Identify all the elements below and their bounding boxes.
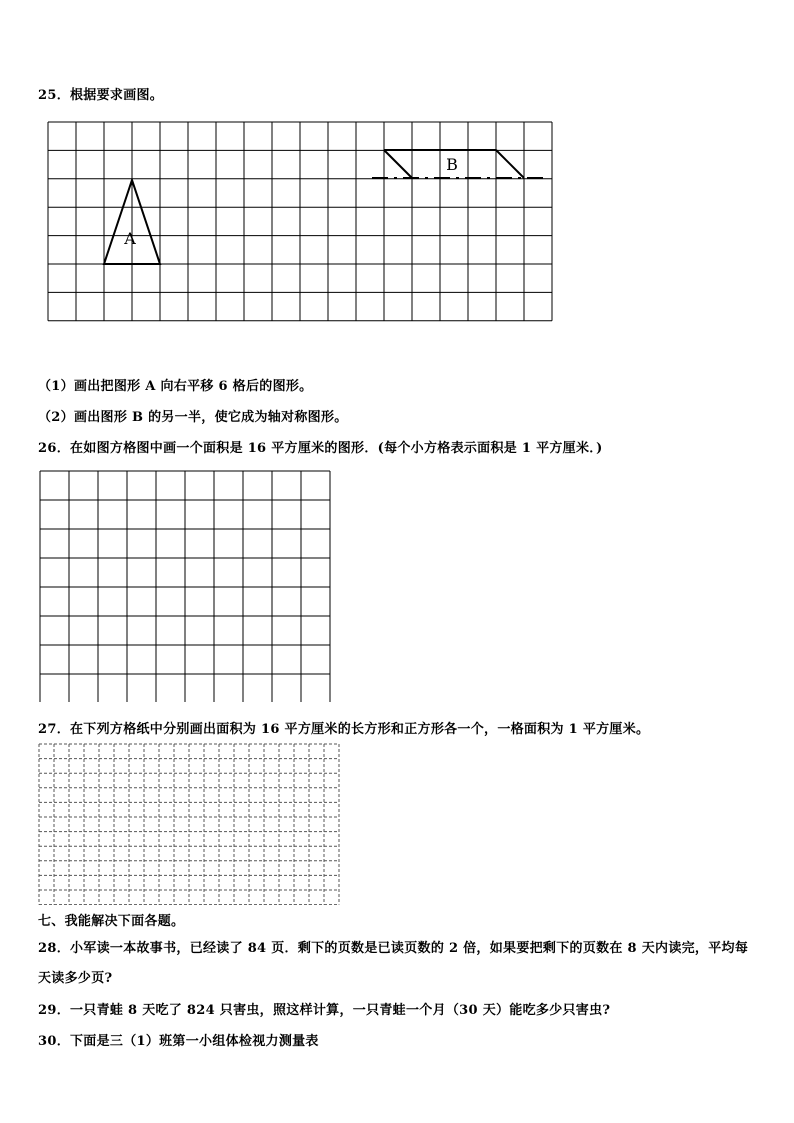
q26-title: 26．在如图方格图中画一个面积是 16 平方厘米的图形．(每个小方格表示面积是 1 平方厘米．) [38,441,603,456]
q26-grid-lines [40,471,330,702]
q28-line2: 天读多少页? [38,971,113,986]
section7-title: 七、我能解决下面各题。 [38,914,185,929]
figure-b-label: B [446,155,458,174]
figure-a-label: A [124,229,136,248]
q25-grid [46,120,554,324]
q27-title: 27．在下列方格纸中分别画出面积为 16 平方厘米的长方形和正方形各一个，一格面积为 1 平方厘米。 [38,722,650,737]
q28-line1: 28．小军读一本故事书，已经读了 84 页．剩下的页数是已读页数的 2 倍，如果要把剩下的页数在 8 天内读完，平均每 [38,941,749,956]
q27-dashed-grid [38,743,340,905]
q26-grid [39,470,332,702]
q25-sub1: （1）画出把图形 A 向右平移 6 格后的图形。 [38,379,313,394]
q29-title: 29．一只青蛙 8 天吃了 824 只害虫，照这样计算，一只青蛙一个月（30 天）能吃多少只害虫? [38,1003,611,1018]
q27-grid-lines [39,744,339,905]
q30-title: 30．下面是三（1）班第一小组体检视力测量表 [38,1034,319,1049]
q25-sub2: （2）画出图形 B 的另一半，使它成为轴对称图形。 [38,410,348,425]
q25-grid-lines [48,122,552,321]
q25-title: 25．根据要求画图。 [38,88,164,103]
